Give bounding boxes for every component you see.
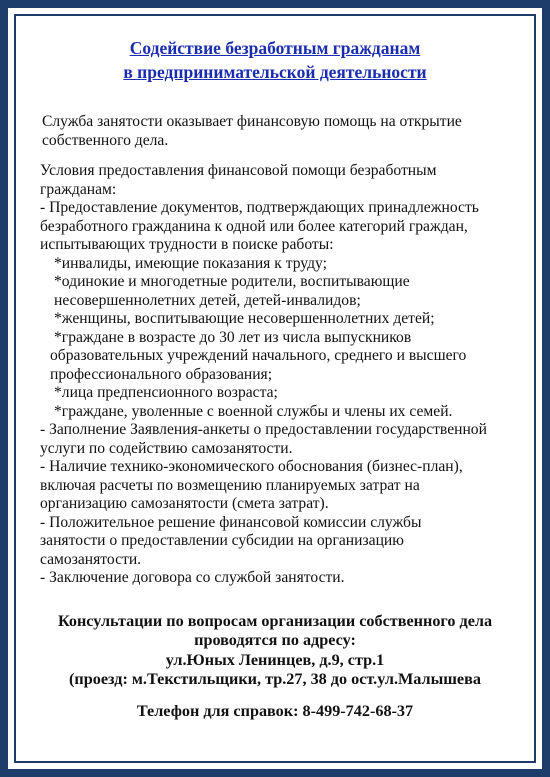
title-line-2: в предпринимательской деятельности: [123, 62, 427, 82]
category-item-continued: несовершеннолетних детей, детей-инвалидов;: [54, 291, 361, 309]
title-line-1: Содействие безработным гражданам: [129, 38, 421, 58]
intro-line-1: Служба занятости оказывает финансовую помощь на открытие: [42, 113, 462, 130]
conditions-line: - Предоставление документов, подтверждающих принадлежность: [40, 199, 479, 216]
leaflet-title: [24, 36, 526, 84]
footer-line-2: проводятся по адресу:: [194, 631, 356, 649]
condition-item-continued: услуги по содействию самозанятости.: [40, 439, 293, 457]
category-item: *инвалиды, имеющие показания к труду;: [54, 254, 327, 272]
condition-item-continued: включая расчеты по возмещению планируемых затрат на: [40, 476, 420, 494]
footer-line-1: Консультации по вопросам организации собственного дела: [57, 611, 493, 630]
conditions-line: гражданам:: [40, 180, 117, 198]
condition-item-continued: занятости о предоставлении субсидии на организацию: [40, 532, 404, 549]
conditions-section: [40, 162, 522, 588]
condition-item: - Положительное решение финансовой комиссии службы: [40, 513, 422, 531]
category-item-continued: профессионального образования;: [50, 365, 273, 383]
intro-line-2: собственного дела.: [42, 132, 169, 149]
condition-item: - Заключение договора со службой занятости.: [40, 569, 345, 586]
conditions-line: безработного гражданина к одной или более категорий граждан,: [40, 217, 468, 235]
conditions-line: Условия предоставления финансовой помощи безработным: [40, 162, 437, 179]
category-item: *лица предпенсионного возраста;: [54, 384, 278, 401]
footer-address: ул.Юных Ленинцев, д.9, стр.1: [165, 650, 385, 669]
footer-phone: Телефон для справок: 8-499-742-68-37: [136, 701, 414, 720]
category-item: *граждане в возрасте до 30 лет из числа выпускников: [54, 328, 412, 346]
category-item: *одинокие и многодетные родители, воспитывающие: [54, 273, 410, 290]
condition-item-continued: организацию самозанятости (смета затрат).: [40, 495, 329, 512]
condition-item: - Наличие технико-экономического обоснования (бизнес-план),: [40, 458, 463, 475]
contact-footer: [24, 612, 526, 722]
intro-paragraph: [42, 112, 518, 150]
condition-item: - Заполнение Заявления-анкеты о предоставлении государственной: [40, 421, 487, 438]
conditions-line: испытывающих трудности в поиске работы:: [40, 236, 334, 253]
category-item-continued: образовательных учреждений начального, среднего и высшего: [50, 347, 467, 364]
footer-directions: (проезд: м.Текстильщики, тр.27, 38 до ост.ул.Малышева: [69, 670, 481, 688]
leaflet-content: [24, 26, 526, 755]
category-item: *женщины, воспитывающие несовершеннолетних детей;: [54, 310, 435, 327]
condition-item-continued: самозанятости.: [40, 550, 142, 568]
category-item: *граждане, уволенные с военной службы и члены их семей.: [54, 402, 453, 420]
